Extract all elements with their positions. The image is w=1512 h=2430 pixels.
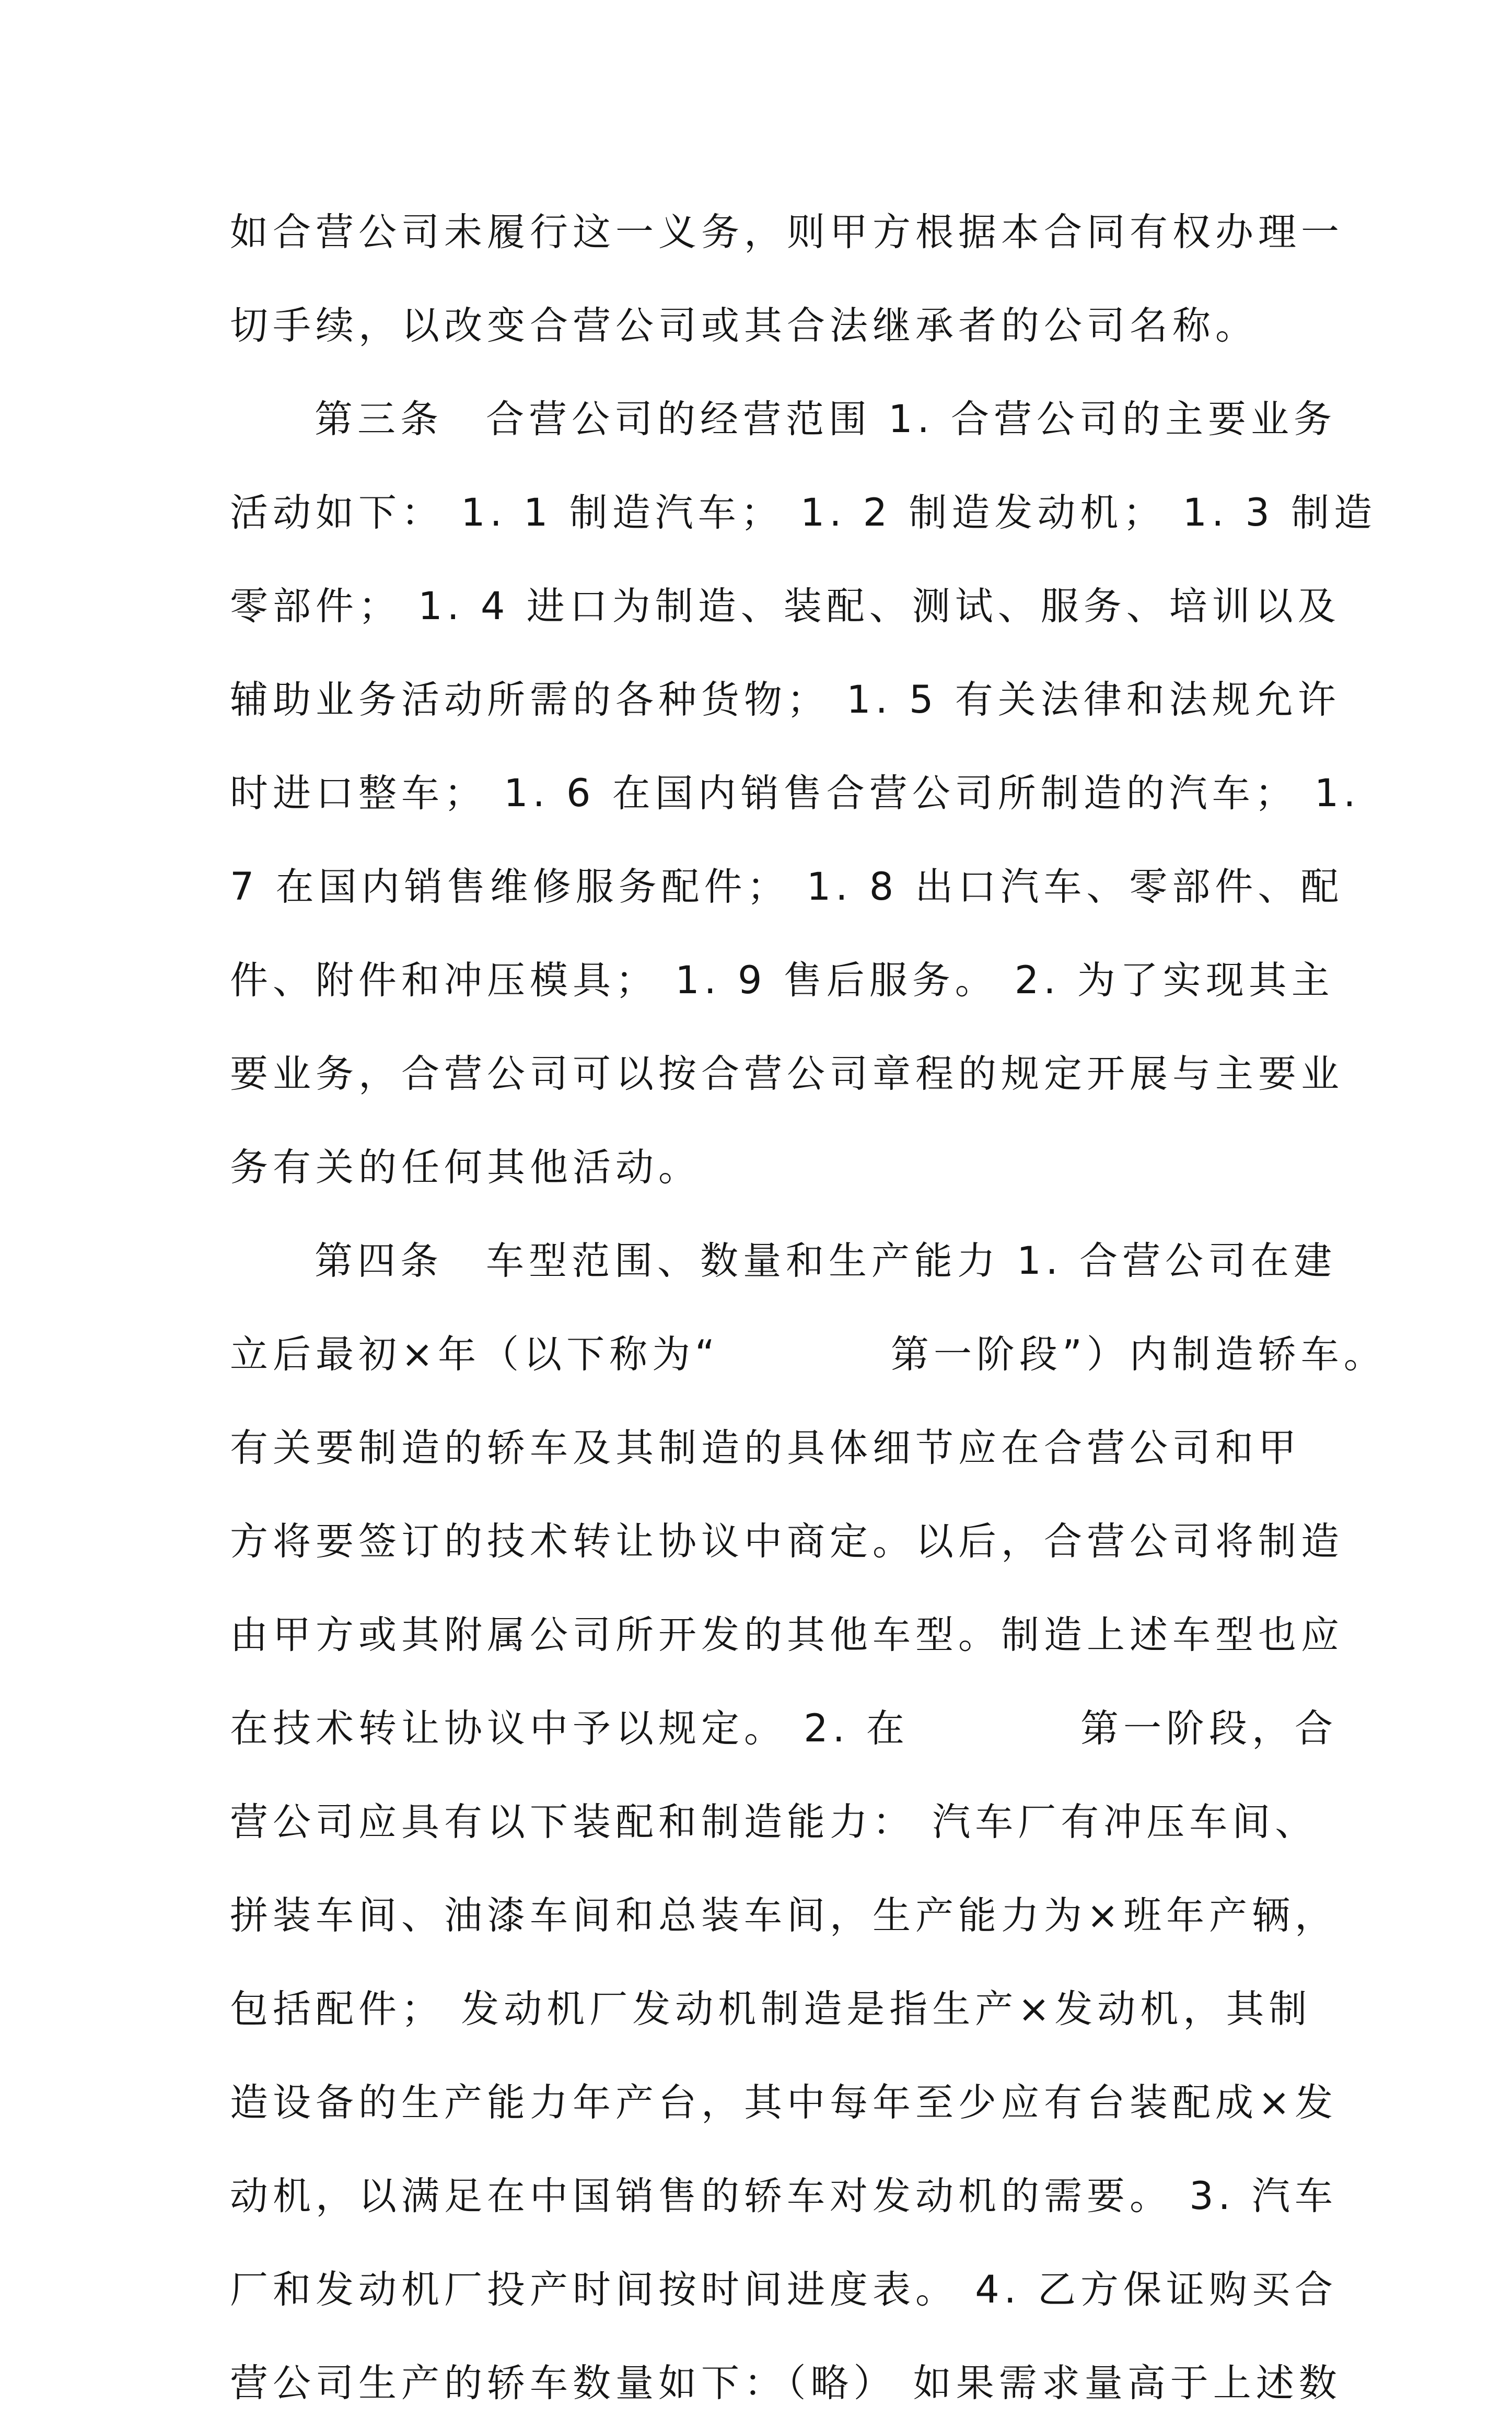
text-line: 要业务，合营公司可以按合营公司章程的规定开展与主要业 [230,1052,1344,1096]
text-line: 零部件； 1. 4 进口为制造、装配、测试、服务、培训以及 [230,584,1341,629]
text-line: 由甲方或其附属公司所开发的其他车型。制造上述车型也应 [230,1613,1344,1657]
text-line: 辅助业务活动所需的各种货物； 1. 5 有关法律和法规允许 [230,678,1341,722]
article-3-heading-line: 第三条 合营公司的经营范围 1. 合营公司的主要业务 [315,397,1337,441]
text-line: 切手续，以改变合营公司或其合法继承者的公司名称。 [230,304,1258,348]
contract-text [230,185,1387,2430]
text-line: 营公司生产的轿车数量如下：（略） 如果需求量高于上述数 [230,2361,1342,2405]
text-line: 动机，以满足在中国销售的轿车对发动机的需要。 3. 汽车 [230,2174,1338,2218]
text-line: 时进口整车； 1. 6 在国内销售合营公司所制造的汽车； 1. [230,771,1360,816]
text-line: 方将要签订的技术转让协议中商定。以后，合营公司将制造 [230,1519,1344,1564]
text-line: 如合营公司未履行这一义务，则甲方根据本合同有权办理一 [230,210,1344,254]
text-line: 在技术转让协议中予以规定。 2. 在 第一阶段，合 [230,1706,1338,1751]
article-4-heading-line: 第四条 车型范围、数量和生产能力 1. 合营公司在建 [315,1239,1337,1283]
text-line: 件、附件和冲压模具； 1. 9 售后服务。 2. 为了实现其主 [230,958,1334,1003]
text-line: 务有关的任何其他活动。 [230,1145,701,1190]
text-line: 活动如下： 1. 1 制造汽车； 1. 2 制造发动机； 1. 3 制造 [230,491,1377,535]
text-line: 拼装车间、油漆车间和总装车间，生产能力为×班年产辆， [230,1893,1338,1938]
text-line: 造设备的生产能力年产台，其中每年至少应有台装配成×发 [230,2080,1338,2125]
text-line: 7 在国内销售维修服务配件； 1. 8 出口汽车、零部件、配 [230,865,1344,909]
text-line: 包括配件； 发动机厂发动机制造是指生产×发动机，其制 [230,1987,1312,2031]
text-line: 厂和发动机厂投产时间按时间进度表。 4. 乙方保证购买合 [230,2268,1338,2312]
text-line: 立后最初×年（以下称为“ 第一阶段”）内制造轿车。 [230,1332,1387,1377]
text-line: 营公司应具有以下装配和制造能力： 汽车厂有冲压车间、 [230,1800,1318,1844]
text-line: 有关要制造的轿车及其制造的具体细节应在合营公司和甲 [230,1426,1301,1470]
